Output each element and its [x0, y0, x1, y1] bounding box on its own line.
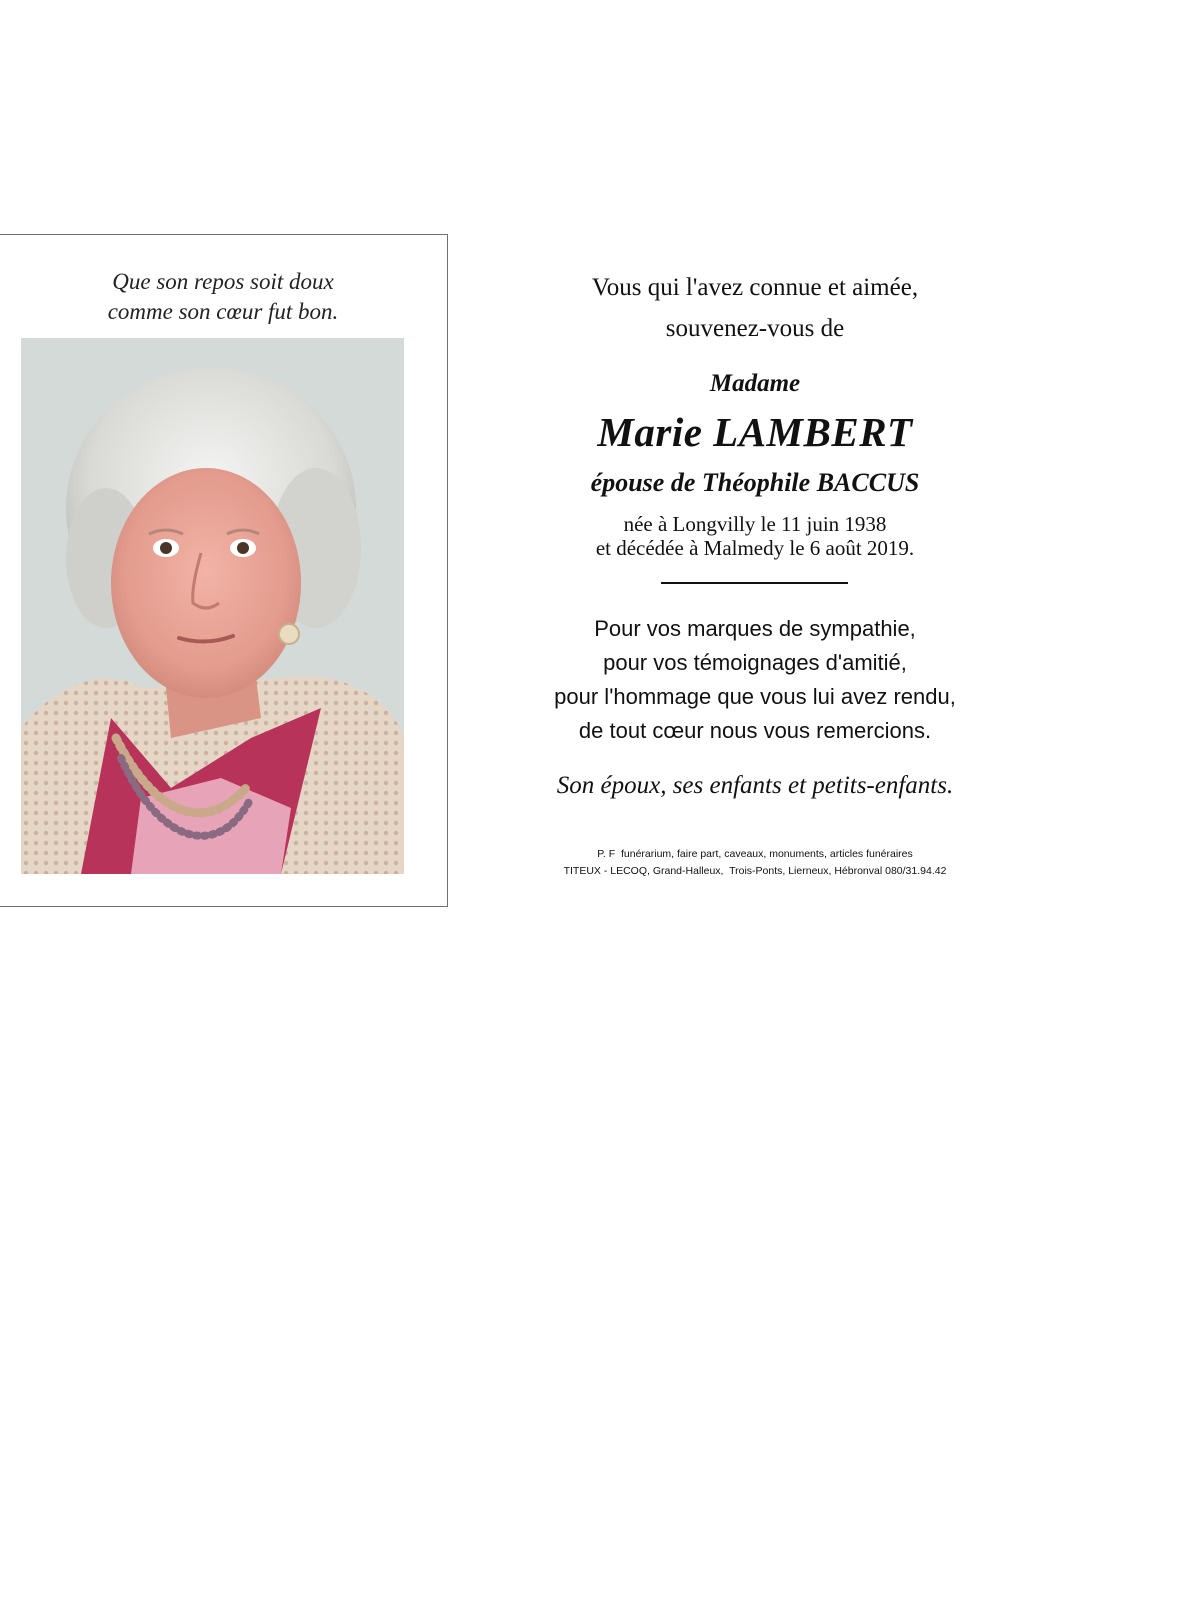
family-signature: Son époux, ses enfants et petits-enfants. — [556, 772, 954, 799]
footer-line: P. F funérarium, faire part, caveaux, monuments, articles funéraires — [597, 848, 913, 860]
thanks-line: Pour vos marques de sympathie, — [594, 616, 916, 641]
memorial-card-left — [0, 234, 448, 907]
footer-line: TITEUX - LECOQ, Grand-Halleux, Trois-Ponts, Lierneux, Hébronval 080/31.94.42 — [563, 865, 947, 877]
thanks-block — [505, 612, 1005, 748]
divider-line — [661, 582, 848, 584]
funeral-home-footer — [505, 846, 1005, 880]
death-line: et décédée à Malmedy le 6 août 2019. — [595, 536, 915, 560]
memorial-quote — [0, 267, 447, 327]
spouse-line: épouse de Théophile BACCUS — [590, 468, 920, 497]
quote-line: Que son repos soit doux — [112, 269, 334, 294]
deceased-name: Marie LAMBERT — [597, 409, 913, 455]
dates-block — [505, 512, 1005, 560]
honorific-title: Madame — [709, 370, 801, 397]
birth-line: née à Longvilly le 11 juin 1938 — [623, 512, 887, 536]
thanks-line: pour l'hommage que vous lui avez rendu, — [554, 684, 956, 709]
quote-line: comme son cœur fut bon. — [107, 299, 339, 324]
thanks-line: pour vos témoignages d'amitié, — [603, 650, 907, 675]
thanks-line: de tout cœur nous vous remercions. — [578, 718, 932, 743]
intro-line: Vous qui l'avez connue et aimée, — [591, 274, 919, 301]
intro-line: souvenez-vous de — [665, 315, 845, 342]
portrait-photo — [21, 338, 404, 874]
